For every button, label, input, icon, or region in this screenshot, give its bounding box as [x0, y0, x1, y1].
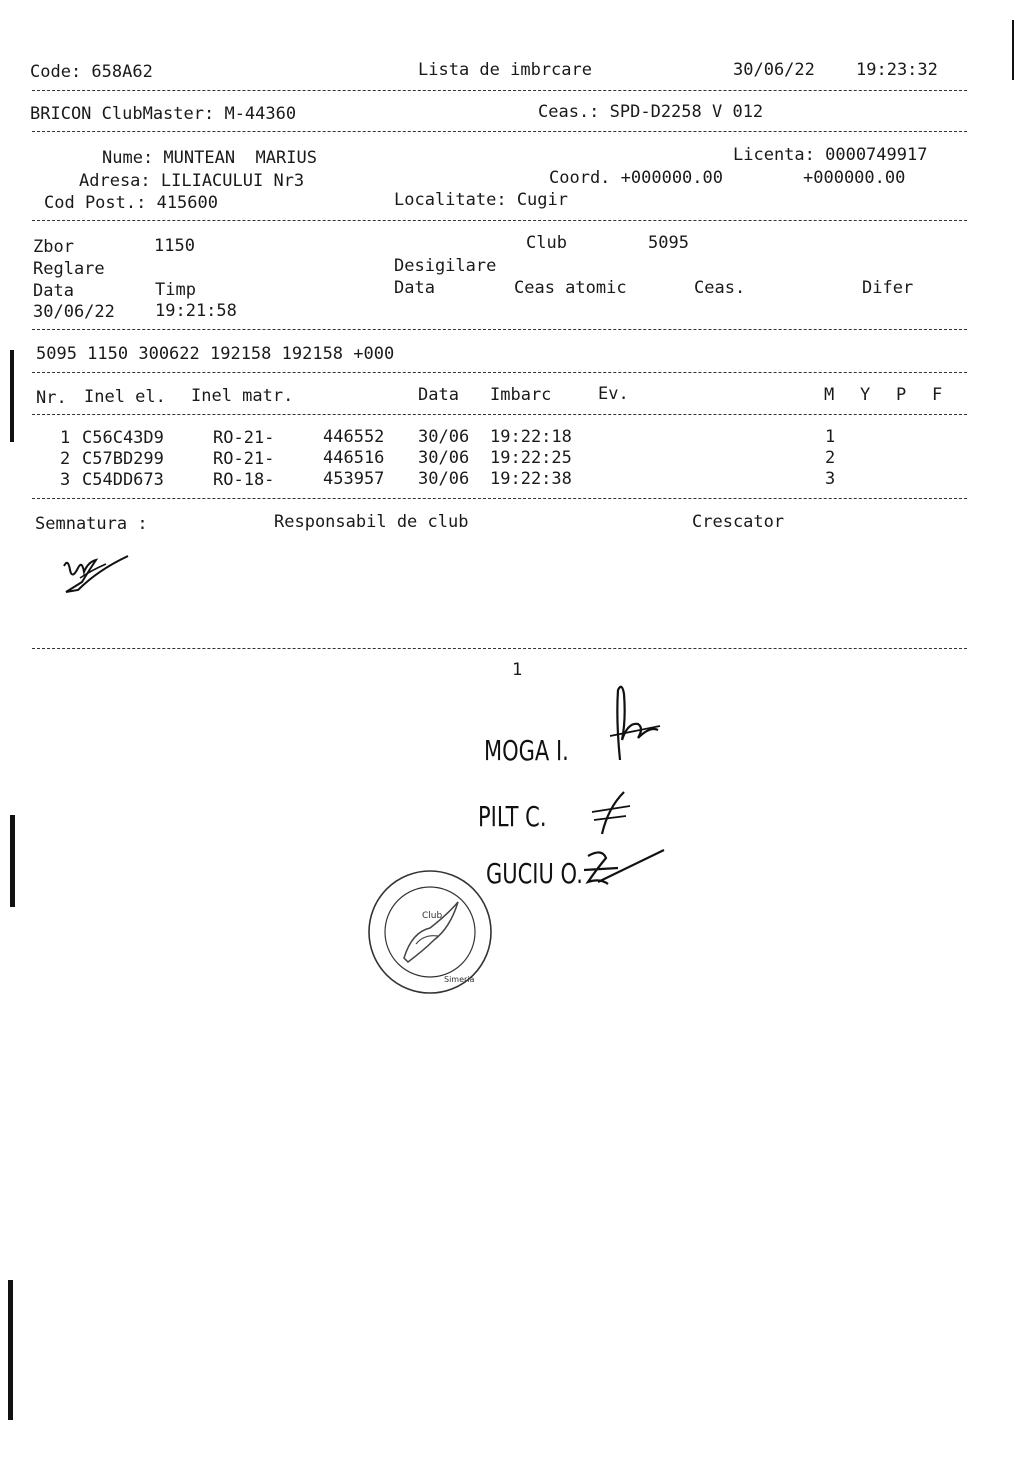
row-m: 2 — [825, 448, 836, 468]
owner-postal-code: Cod Post.: 415600 — [44, 193, 218, 213]
handwritten-name-1: MOGA I. — [484, 734, 569, 767]
row-inel-matr-prefix: RO-21- — [213, 449, 275, 469]
data-label: Data — [33, 281, 74, 301]
owner-name: Nume: MUNTEAN MARIUS — [102, 148, 317, 168]
row-data: 30/06 — [418, 427, 470, 447]
row-nr: 2 — [60, 449, 71, 469]
owner-coord-value: +000000.00 — [803, 168, 906, 188]
clubmaster-id: BRICON ClubMaster: M-44360 — [30, 104, 297, 124]
row-inel-matr-num: 453957 — [323, 469, 385, 489]
owner-coord: Coord. +000000.00 — [549, 168, 723, 188]
header-date: 30/06/22 — [733, 60, 815, 80]
col-imbarc: Imbarc — [490, 385, 552, 405]
scan-edge-mark — [8, 1280, 13, 1420]
difer-label: Difer — [862, 278, 914, 298]
row-inel-matr-num: 446552 — [323, 427, 385, 447]
col-f: F — [932, 385, 943, 405]
col-inel-matr: Inel matr. — [191, 386, 294, 406]
divider — [32, 414, 967, 415]
row-inel-el: C56C43D9 — [82, 428, 164, 448]
row-m: 1 — [825, 427, 836, 447]
club-value: 5095 — [648, 233, 689, 253]
row-inel-matr-prefix: RO-18- — [213, 470, 275, 490]
row-time: 19:22:25 — [490, 448, 572, 468]
divider — [32, 498, 967, 499]
row-time: 19:22:18 — [490, 427, 572, 447]
scan-edge-mark — [1012, 20, 1014, 80]
col-inel-el: Inel el. — [84, 387, 166, 407]
ceas-label: Ceas. — [694, 278, 746, 298]
handwritten-name-2: PILT C. — [478, 800, 547, 833]
row-m: 3 — [825, 469, 836, 489]
row-inel-matr-num: 446516 — [323, 448, 385, 468]
handwritten-name-3: GUCIU O. — [486, 857, 583, 890]
clock-id: Ceas.: SPD-D2258 V 012 — [538, 102, 764, 122]
crescator-label: Crescator — [692, 512, 785, 532]
col-p: P — [896, 385, 907, 405]
document-title: Lista de imbrcare — [418, 60, 592, 80]
col-m: M — [824, 385, 835, 405]
page-number: 1 — [512, 660, 523, 680]
header-time: 19:23:32 — [856, 60, 938, 80]
col-y: Y — [860, 385, 871, 405]
timp-label: Timp — [155, 280, 196, 300]
club-label: Club — [526, 233, 567, 253]
row-nr: 1 — [60, 428, 71, 448]
handwritten-signature-3-icon — [578, 842, 668, 892]
reglare-label: Reglare — [33, 259, 105, 279]
divider — [32, 131, 967, 132]
semnatura-label: Semnatura : — [35, 514, 148, 534]
handwritten-signature-1-icon — [598, 680, 668, 765]
flight-code-line: 5095 1150 300622 192158 192158 +000 — [36, 344, 395, 364]
divider — [32, 648, 967, 649]
row-inel-el: C54DD673 — [82, 470, 164, 490]
zbor-value: 1150 — [154, 236, 195, 256]
reglare-date: 30/06/22 — [33, 302, 115, 322]
scan-edge-mark — [10, 350, 14, 442]
row-time: 19:22:38 — [490, 469, 572, 489]
club-stamp-icon — [364, 866, 496, 998]
owner-address: Adresa: LILIACULUI Nr3 — [79, 171, 305, 191]
owner-locality: Localitate: Cugir — [394, 190, 568, 210]
divider — [32, 90, 967, 91]
stamp-inner-text: Club — [422, 911, 443, 921]
data-label-2: Data — [394, 278, 435, 298]
handwritten-signature-2-icon — [586, 788, 636, 838]
stamp-bottom-text: Simeria — [444, 975, 475, 984]
ceas-atomic-label: Ceas atomic — [514, 278, 627, 298]
col-nr: Nr. — [36, 388, 67, 408]
signature-icon — [58, 550, 138, 598]
col-data: Data — [418, 385, 459, 405]
divider — [32, 329, 967, 330]
row-inel-el: C57BD299 — [82, 449, 164, 469]
document-code: Code: 658A62 — [30, 62, 153, 82]
col-ev: Ev. — [598, 384, 629, 404]
owner-license: Licenta: 0000749917 — [733, 145, 928, 165]
row-data: 30/06 — [418, 448, 470, 468]
responsabil-label: Responsabil de club — [274, 512, 469, 532]
scan-edge-mark — [10, 815, 15, 907]
divider — [32, 372, 967, 373]
row-data: 30/06 — [418, 469, 470, 489]
desigilare-label: Desigilare — [394, 256, 497, 276]
zbor-label: Zbor — [33, 237, 74, 257]
row-nr: 3 — [60, 470, 71, 490]
divider — [32, 220, 967, 221]
reglare-time: 19:21:58 — [155, 301, 237, 321]
row-inel-matr-prefix: RO-21- — [213, 428, 275, 448]
